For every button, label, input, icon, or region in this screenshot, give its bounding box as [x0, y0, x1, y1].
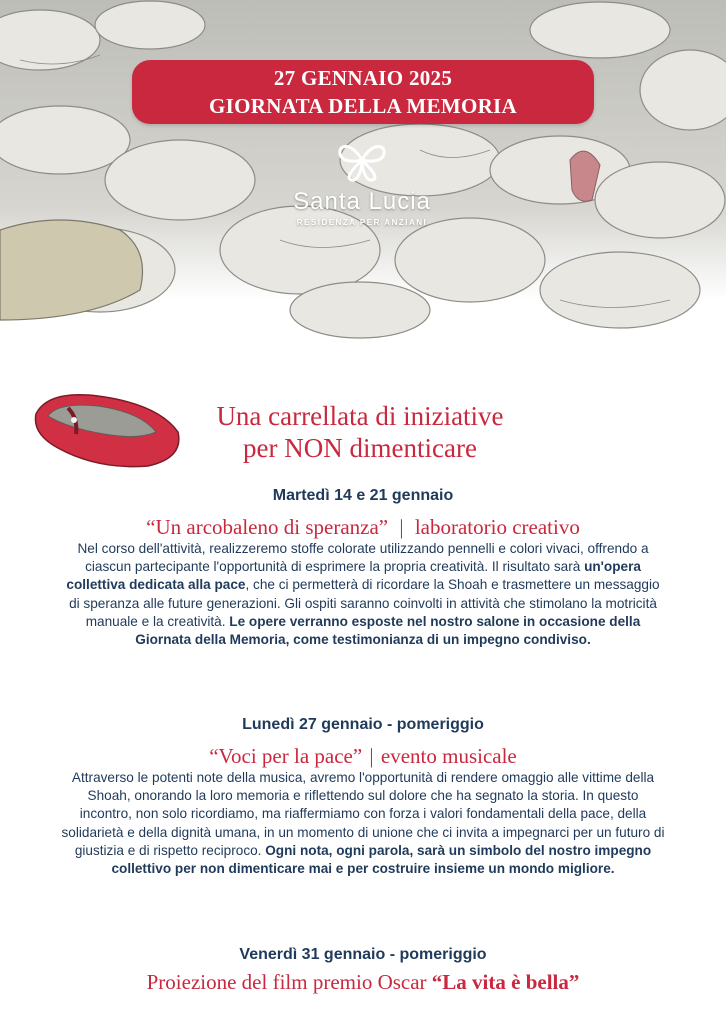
- event-description: [60, 540, 666, 649]
- headline-line2: per NON dimenticare: [243, 433, 477, 463]
- title-separator: |: [399, 515, 404, 539]
- description-bold: Ogni nota, ogni parola, sarà un simbolo del nostro impegno collettivo per non dimenticare mai e per costruire insieme un mondo migliore.: [111, 842, 652, 877]
- banner-title: GIORNATA DELLA MEMORIA: [208, 94, 517, 118]
- event-title: [60, 969, 666, 995]
- brand-name: Santa Lucia: [293, 188, 431, 215]
- headline-line1: Una carrellata di iniziative: [216, 401, 504, 431]
- description-bold: Le opere verranno esposte nel nostro salone in occasione della Giornata della Memoria, come testimonianza di un impegno condiviso.: [135, 613, 641, 648]
- event-title-quote: “Voci per la pace”: [209, 744, 363, 768]
- event-title-quote: “Un arcobaleno di speranza”: [146, 515, 389, 539]
- event-film: [60, 945, 666, 995]
- event-laboratorio: [60, 486, 666, 649]
- event-date: Lunedì 27 gennaio - pomeriggio: [242, 716, 484, 733]
- event-date: Venerdì 31 gennaio - pomeriggio: [239, 946, 487, 963]
- description-bold: un'opera collettiva dedicata alla pace: [66, 559, 641, 593]
- event-musicale: [60, 715, 666, 878]
- butterfly-logo-icon: [336, 138, 388, 182]
- description-text: , che ci permetterà di ricordare la Shoah e trasmettere un messaggio di speranza alle future generazioni. Gli ospiti saranno coinvolti in attività che stimolano la motricità manuale e la creatività.: [69, 577, 660, 629]
- film-title: “La vita è bella”: [431, 970, 580, 994]
- event-description: [60, 769, 666, 878]
- brand-subtitle: RESIDENZA PER ANZIANI: [296, 218, 428, 227]
- description-text: Nel corso dell'attività, realizzeremo stoffe colorate utilizzando pennelli e colori vivaci, offrendo a ciascun partecipante l'opportunità di esprimere la propria creatività. Il risultato sarà: [77, 541, 649, 575]
- event-kind: laboratorio creativo: [414, 515, 580, 539]
- description-text: Attraverso le potenti note della musica, avremo l'opportunità di rendere omaggio alle vittime della Shoah, onorando la loro memoria e riflettendo sul dolore che ha segnato la storia. In questo incontro, non solo ricordiamo, ma riaffermiamo con forza i valori fondamentali della pace, della solidarietà e della dignità umana, in un momento di unione che ci invita a impegnarci per un futuro di giustizia e di rispetto reciproco.: [61, 770, 665, 858]
- film-title-prefix: Proiezione del film premio Oscar: [146, 970, 432, 994]
- title-separator: |: [369, 744, 374, 768]
- event-date: Martedì 14 e 21 gennaio: [272, 487, 454, 504]
- santa-lucia-logo: [262, 138, 462, 248]
- banner-date: 27 GENNAIO 2025: [273, 66, 453, 90]
- title-banner: [132, 60, 594, 124]
- event-title: [60, 743, 666, 769]
- event-title: [60, 514, 666, 540]
- event-kind: evento musicale: [380, 744, 517, 768]
- headline: [150, 400, 570, 464]
